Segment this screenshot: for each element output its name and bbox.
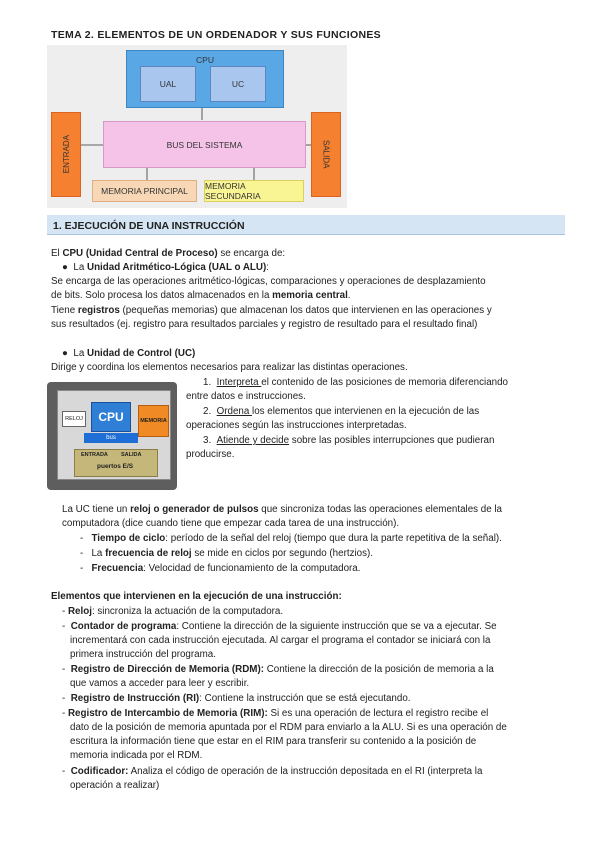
element-rim-line4: memoria indicada por el RDM. [70, 750, 203, 761]
diagram-ual-label: UAL [159, 79, 177, 89]
uc-text: Dirige y coordina los elementos necesarios para realizar las distintas operaciones. [51, 362, 408, 373]
chip-reloj-box [62, 411, 86, 427]
chip-memoria-box [138, 405, 169, 437]
chip-bus-label: bus [106, 435, 116, 441]
cpu-chip-image [47, 382, 177, 490]
element-codificador-line2: operación a realizar) [70, 780, 160, 791]
chip-cpu-label: CPU [98, 410, 124, 424]
chip-board [57, 390, 171, 480]
chip-cpu-box [91, 402, 131, 432]
diagram-uc-label: UC [231, 79, 245, 89]
element-rim-line3: escritura la información tiene que estar en el RIM para transferir su contenido a la posición de [70, 736, 477, 747]
diagram-memoria-secundaria-label: MEMORIA SECUNDARIA [205, 181, 261, 201]
element-contador-line3: primera instrucción del programa. [70, 649, 216, 660]
chip-bus-bar [84, 433, 138, 443]
uc-item-2-line1: 2. Ordena los elementos que intervienen en la ejecución de las [203, 406, 480, 417]
element-ri: - Registro de Instrucción (RI): Contiene la instrucción que se está ejecutando. [62, 693, 411, 704]
clock-bullet-2: - La frecuencia de reloj se mide en ciclos por segundo (hertzios). [80, 548, 373, 559]
elements-heading: Elementos que intervienen en la ejecución de una instrucción: [51, 591, 342, 602]
alu-bullet: ● La Unidad Aritmético-Lógica (UAL o ALU): [62, 262, 269, 273]
element-rim-line2: dato de la posición de memoria apuntada por el RDM para enviarlo a la ALU. Si es una operación de [70, 722, 507, 733]
diagram-entrada-label: ENTRADA [61, 135, 71, 174]
chip-entrada-label: ENTRADA [81, 452, 108, 458]
chip-salida-label: SALIDA [121, 452, 142, 458]
diagram-bus-label: BUS DEL SISTEMA [166, 139, 243, 150]
element-contador-line1: - Contador de programa: Contiene la dirección de la siguiente instrucción que se va a ejecutar. Se [62, 621, 497, 632]
uc-item-3-line1: 3. Atiende y decide sobre las posibles interrupciones que pudieran [203, 435, 495, 446]
section-header-ejecucion: 1. EJECUCIÓN DE UNA INSTRUCCIÓN [47, 215, 565, 235]
element-codificador-line1: - Codificador: Analiza el código de operación de la instrucción depositada en el RI (interpreta la [62, 766, 483, 777]
uc-item-1-line1: 1. Interpreta el contenido de las posiciones de memoria diferenciando [203, 377, 508, 388]
chip-memoria-label: MEMORIA [140, 418, 167, 424]
chip-puertos-box [74, 449, 158, 477]
diagram-arrows [47, 45, 347, 208]
clock-bullet-3: - Frecuencia: Velocidad de funcionamiento de la computadora. [80, 563, 361, 574]
element-contador-line2: incrementará con cada instrucción ejecutada. Al cargar el programa el contador se iniciará con la [70, 635, 491, 646]
chip-puertos-label: puertos E/S [97, 463, 134, 470]
element-rim-line1: - Registro de Intercambio de Memoria (RIM): Si es una operación de lectura el registro recibe el [62, 708, 489, 719]
page-title: TEMA 2. ELEMENTOS DE UN ORDENADOR Y SUS FUNCIONES [51, 29, 381, 41]
diagram-cpu-label: CPU [196, 55, 214, 65]
clock-line2: computadora (dice cuando tiene que empezar cada tarea de una instrucción). [62, 518, 400, 529]
uc-item-2-line2: operaciones según las instrucciones interpretadas. [186, 420, 407, 431]
element-reloj: - Reloj: sincroniza la actuación de la computadora. [62, 606, 284, 617]
diagram-memoria-principal-label: MEMORIA PRINCIPAL [101, 186, 188, 196]
clock-line1: La UC tiene un reloj o generador de pulsos que sincroniza todas las operaciones elementales de la [62, 504, 503, 515]
uc-bullet: ● La Unidad de Control (UC) [62, 348, 196, 359]
alu-text-line3: Tiene registros (pequeñas memorias) que almacenan los datos que intervienen en las operaciones y [51, 305, 492, 316]
element-rdm-line2: que vamos a acceder para leer y escribir. [70, 678, 250, 689]
chip-reloj-label: RELOJ [65, 416, 83, 422]
intro-paragraph: El CPU (Unidad Central de Proceso) se encarga de: [51, 248, 286, 259]
element-rdm-line1: - Registro de Dirección de Memoria (RDM): Contiene la dirección de la posición de memoria a la [62, 664, 494, 675]
alu-text-line1: Se encarga de las operaciones aritmético-lógicas, comparaciones y operaciones de desplazamiento [51, 276, 486, 287]
uc-item-3-line2: producirse. [186, 449, 235, 460]
clock-bullet-1: - Tiempo de ciclo: período de la señal del reloj (tiempo que dura la parte repetitiva de la señal). [80, 533, 502, 544]
alu-text-line4: sus resultados (ej. registro para resultados parciales y registro de resultado para el resultado final) [51, 319, 478, 330]
diagram-salida-label: SALIDA [321, 140, 331, 169]
alu-text-line2: de bits. Solo procesa los datos almacenados en la memoria central. [51, 290, 351, 301]
uc-item-1-line2: entre datos e instrucciones. [186, 391, 306, 402]
